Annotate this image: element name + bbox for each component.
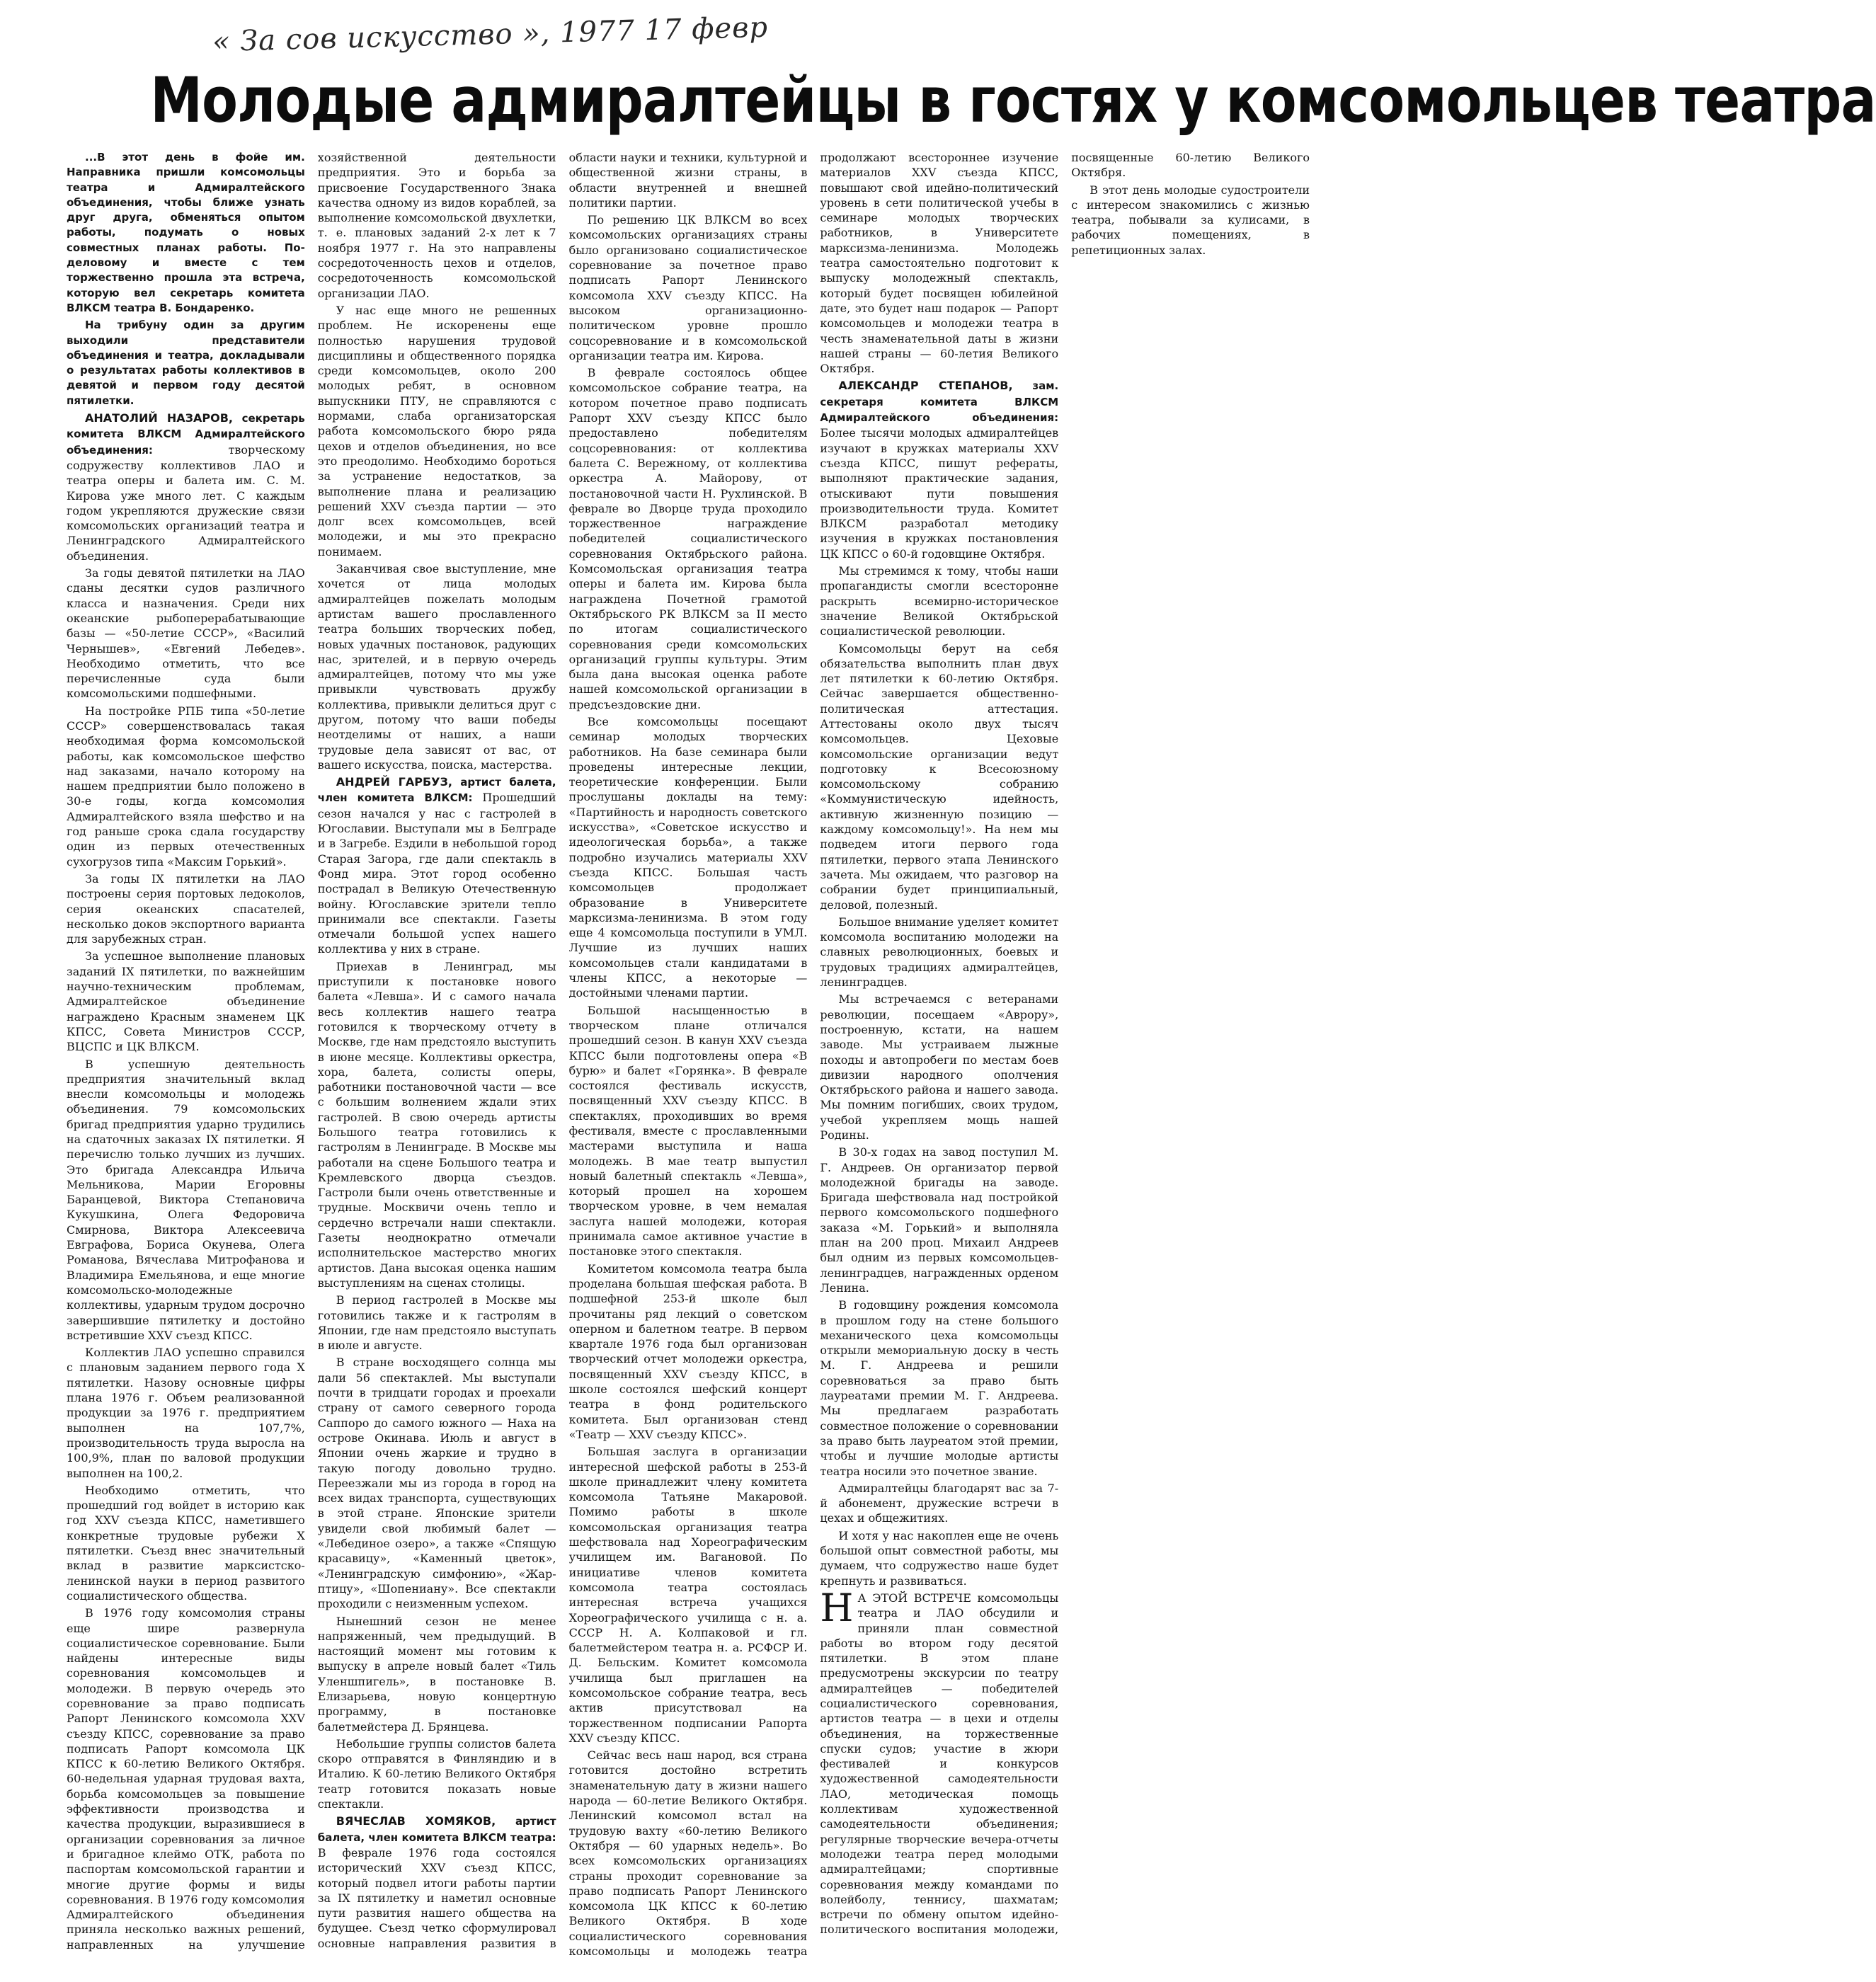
paragraph: В 1976 году комсомолия страны еще шире развернула социалистическое соревнование. Были найдены интересные виды соревнования комсомольцев и молодежи. В первую очередь это соревнование за право подписать Рапорт Ленинского комсомола XXV съезду КПСС, соревнование за право подписать Рапорт комсомола ЦК КПСС к 60-летию Великого Октября. 60-недельная ударная трудовая вахта, борьба комсомольцев за повышение эффективности производства и качества продукции, выразившиеся в организации соревнования за личное и бригадное клеймо ОТК, работа по паспортам комсомольской гарантии и многие другие формы и виды соревнования. В 1976 году комсомолия Адмиралтейского объединения приняла несколько важных решений, направленных на улучшение хозяйственной деятельности предприятия. Это и борьба за присвоение Государственного Знака качества одному из видов кораблей, за выполнение комсомольской двухлетки, т. е. плановых заданий 2-х лет к 7 ноября 1977 г. На это направлены сосредоточенность цехов и отделов, сосредоточенность комсомольской организации ЛАО. <box>67 151 556 1952</box>
paragraph: В годовщину рождения комсомола в прошлом году на стене большого механического цеха комсомольцы открыли мемориальную доску в честь М. Г. Андреева и решили соревноваться за право быть лауреатами премии М. Г. Андреева. Мы предлагаем разработать совместное положение о соревновании за право быть лауреатом этой премии, чтобы и лучшие молодые артисты театра носили это почетное звание. <box>820 1298 1059 1478</box>
paragraph: В этот день молодые судостроители с интересом знакомились с жизнью театра, побывали за кулисами, в рабочих помещениях, в репетиционных залах. <box>1071 183 1310 257</box>
paragraph: В стране восходящего солнца мы дали 56 спектаклей. Мы выступали почти в тридцати городах и проехали страну от самого северного города Саппоро до самого южного — Наха на острове Окинава. Июль и август в Японии очень жаркие и трудно в такую погоду довольно трудно. Переезжали мы из города в город на всех видах транспорта, существующих в этой стране. Японские зрители увидели свой любимый балет — «Лебединое озеро», а также «Спящую красавицу», «Каменный цветок», «Ленинградскую симфонию», «Жар-птицу», «Шопениану». Все спектакли проходили с неизменным успехом. <box>317 1356 556 1611</box>
speaker-intro-garbuz <box>318 774 556 957</box>
paragraph: творческому содружеству коллективов ЛАО и театра оперы и балета им. С. М. Кирова уже много лет. С каждым годом укрепляются дружеские связи комсомольских организаций театра и Ленинградского Адмиралтейского объединения. <box>67 442 305 563</box>
paragraph: На постройке РПБ типа «50-летие СССР» совершенствовалась такая необходимая форма комсомольской работы, как комсомольское шефство над заказами, начало которому на нашем предприятии было положено в 30-е годы, когда комсомолия Адмиралтейского взяла шефство и на год раньше срока сдала государству один из первых отечественных сухогрузов типа «Максим Горький». <box>67 704 305 869</box>
speaker-role: артист балета, член комитета ВЛКСМ театра: <box>317 1815 556 1844</box>
speaker-name: ВЯЧЕСЛАВ ХОМЯКОВ, <box>336 1814 496 1828</box>
speaker-role: артист балета, член комитета ВЛКСМ: <box>317 776 556 805</box>
speaker-role: секретарь комитета ВЛКСМ Адмиралтейского объединения: <box>67 412 305 457</box>
paragraph: По решению ЦК ВЛКСМ во всех комсомольских организациях страны было организовано социалистическое соревнование за почетное право подписать Рапорт Ленинского комсомола XXV съезду КПСС. На высоком организационно-политическом уровне прошло соцсоревнование и в комсомольской организации театра им. Кирова. <box>568 213 808 362</box>
paragraph: И хотя у нас накоплен еще не очень большой опыт совместной работы, мы думаем, что содружество наше будет крепнуть и развиваться. <box>820 1528 1059 1588</box>
paragraph: За годы IX пятилетки на ЛАО построены серия портовых ледоколов, серия океанских спасателей, несколько доков экспортного варианта для зарубежных стран. <box>67 871 305 946</box>
paragraph: Большое внимание уделяет комитет комсомола воспитанию молодежи на славных революционных, боевых и трудовых традициях адмиралтейцев, ленинградцев. <box>820 915 1059 990</box>
speaker-name: АНДРЕЙ ГАРБУЗ, <box>336 775 452 789</box>
paragraph: Все комсомольцы посещают семинар молодых творческих работников. На базе семинара были проведены интересные лекции, теоретические конференции. Были прослушаны доклады на тему: «Партийность и народность советского искусства», «Советское искусство и идеологическая борьба», а также подробно изучались материалы XXV съезда КПСС. Большая часть комсомольцев продолжает образование в Университете марксизма-ленинизма. В этом году еще 4 комсомольца поступили в УМЛ. Лучшие из лучших наших комсомольцев стали кандидатами в члены КПСС, а некоторые — достойными членами партии. <box>568 714 808 1000</box>
speaker-role: зам. секретаря комитета ВЛКСМ Адмиралтейского объединения: <box>820 379 1059 425</box>
article-body <box>67 150 1310 1962</box>
paragraph: Заканчивая свое выступление, мне хочется от лица молодых адмиралтейцев пожелать молодым артистам вашего прославленного театра больших творческих побед, новых удачных постановок, радующих нас, зрителей, и в первую очередь адмиралтейцев, потому что мы уже привыкли чувствовать дружбу коллектива, привыкли делиться друг с другом, потому что ваши победы неотделимы от наших, а наши трудовые дела зависят от вас, от вашего искусства, поиска, мастерства. <box>317 562 556 772</box>
paragraph: Мы встречаемся с ветеранами революции, посещаем «Аврору», построенную, кстати, на нашем заводе. Мы устраиваем лыжные походы и автопробеги по местам боев дивизии народного ополчения Октябрьского района и нашего завода. Мы помним погибших, своих трудом, учебой укрепляем мощь нашей Родины. <box>820 992 1059 1142</box>
paragraph: За успешное выполнение плановых заданий IX пятилетки, по важнейшим научно-техническим проблемам, Адмиралтейское объединение награждено Красным знаменем ЦК КПСС, Совета Министров СССР, ВЦСПС и ЦК ВЛКСМ. <box>67 949 305 1054</box>
paragraph: У нас еще много не решенных проблем. Не искоренены еще полностью нарушения трудовой дисциплины и общественного порядка среди комсомольцев, около 200 молодых ребят, в основном выпускники ПТУ, не справляются с нормами, слаба организаторская работа комсомольского бюро ряда цехов и отделов объединения, но все это преодолимо. Необходимо бороться за устранение недостатков, за выполнение плана и реализацию решений XXV съезда партии — это долг всех комсомольцев, всей молодежи, и мы это прекрасно понимаем. <box>317 303 556 558</box>
paragraph: В феврале 1976 года состоялся исторический XXV съезд КПСС, который подвел итоги работы партии за IX пятилетку и наметил основные пути развития нашего общества на будущее. Съезд четко сформулировал основные направления развития в области науки и техники, культурной и общественной жизни страны, в области внутренней и внешней политики партии. <box>317 151 808 1950</box>
lead-paragraph: ...В этот день в фойе им. Направника пришли комсомольцы театра и Адмиралтейского объединения, чтобы ближе узнать друг друга, обменяться опытом работы, подумать о новых совместных планах работы. По-деловому и вместе с тем торжественно прошла эта встреча, которую вел секретарь комитета ВЛКСМ театра В. Бондаренко. <box>67 151 305 314</box>
drop-cap: Н <box>820 1585 854 1630</box>
paragraph: Небольшие группы солистов балета скоро отправятся в Финляндию и в Италию. К 60-летию Великого Октября театр готовится показать новые спектакли. <box>317 1736 556 1811</box>
paragraph: Необходимо отметить, что прошедший год войдет в историю как год XXV съезда КПСС, наметившего конкретные трудовые рубежи X пятилетки. Съезд внес значительный вклад в развитие марксистско-ленинской науки в период развитого социалистического общества. <box>67 1483 305 1603</box>
paragraph: Сейчас весь наш народ, вся страна готовится достойно встретить знаменательную дату в жизни нашего народа — 60-летие Великого Октября. Ленинский комсомол встал на трудовую вахту «60-летию Великого Октября — 60 ударных недель». Во всех комсомольских организациях страны проходит соревнование за право подписать Рапорт Ленинского комсомола ЦК КПСС к 60-летию Великого Октября. В ходе социалистического соревнования комсомольцы и молодежь театра продолжают всестороннее изучение материалов XXV съезда КПСС, повышают свой идейно-политический уровень в сети политической учебы в семинаре молодых творческих работников, в Университете марксизма-ленинизма. Молодежь театра самостоятельно подготовит к выпуску молодежный спектакль, который будет посвящен юбилейной дате, это будет наш подарок — Рапорт комсомольцев и молодежи театра в честь знаменательной даты в жизни нашей страны — 60-летия Великого Октября. <box>568 151 1059 1959</box>
paragraph: Адмиралтейцы благодарят вас за 7-й абонемент, дружеские встречи в цехах и общежитиях. <box>820 1481 1059 1525</box>
closing-paragraph: Н А ЭТОЙ ВСТРЕЧЕ комсомольцы театра и ЛАО обсудили и приняли план совместной работы во втором году десятой пятилетки. В этом плане предусмотрены экскурсии по театру адмиралтейцев — победителей социалистического соревнования, артистов театра — в цехи и отделы объединения, на торжественные спуски судов; участие в жюри фестивалей и конкурсов художественной самодеятельности ЛАО, методическая помощь коллективам художественной самодеятельности объединения; регулярные творческие вечера-отчеты молодежи театра перед молодыми адмиралтейцами; спортивные соревнования между командами по волейболу, теннису, шахматам; встречи по обмену опытом идейно-политического воспитания молодежи, посвященные 60-летию Великого Октября. <box>820 151 1310 1937</box>
lead-paragraph-2: На трибуну один за другим выходили представители объединения и театра, докладывали о результатах работы коллективов в девятой и первом году десятой пятилетки. <box>67 319 305 407</box>
headline: Молодые адмиралтейцы в гостях у комсомольцев театра <box>150 64 1876 137</box>
paragraph: Комитетом комсомола театра была проделана большая шефская работа. В подшефной 253-й школе был прочитаны ряд лекций о советском оперном и балетном театре. В первом квартале 1976 года был организован творческий отчет молодежи оркестра, посвященный XXV съезду КПСС, в школе состоялся шефский концерт театра в фонд родительского комитета. Был организован стенд «Театр — XXV съезду КПСС». <box>568 1261 808 1441</box>
speaker-intro-nazarov <box>67 411 305 563</box>
paragraph: Приехав в Ленинград, мы приступили к постановке нового балета «Левша». И с самого начала весь коллектив нашего театра готовился к творческому отчету в Москве, где нам предстояло выступить в июне месяце. Коллективы оркестра, хора, балета, солисты оперы, работники постановочной части — все с большим волнением ждали этих гастролей. В свою очередь артисты Большого театра готовились к гастролям в Ленинграде. В Москве мы работали на сцене Большого театра и Кремлевского дворца съездов. Гастроли были очень ответственные и трудные. Москвичи очень тепло и сердечно встречали наши спектакли. Газеты неоднократно отмечали исполнительское мастерство многих артистов. Дана высокая оценка нашим выступлениям на сценах столицы. <box>317 959 556 1290</box>
speaker-name: АНАТОЛИЙ НАЗАРОВ, <box>85 411 233 425</box>
speaker-name: АЛЕКСАНДР СТЕПАНОВ, <box>838 379 1013 393</box>
paragraph: Комсомольцы берут на себя обязательства выполнить план двух лет пятилетки к 60-летию Октября. Сейчас завершается общественно-политическая аттестация. Аттестованы около двух тысяч комсомольцев. Цеховые комсомольские организации ведут подготовку к Всесоюзному комсомольскому собранию «Коммунистическую идейность, активную жизненную позицию — каждому комсомольцу!». На нем мы подведем итоги первого года пятилетки, первого этапа Ленинского зачета. Мы ожидаем, что разговор на собрании будет принципиальный, деловой, полезный. <box>820 641 1059 912</box>
paragraph: В 30-х годах на завод поступил М. Г. Андреев. Он организатор первой молодежной бригады на заводе. Бригада шефствовала над постройкой первого комсомольского подшефного заказа «М. Горький» и выполняла план на 200 проц. Михаил Андреев был одним из первых комсомольцев-ленинградцев, награжденных орденом Ленина. <box>820 1145 1059 1295</box>
paragraph: В период гастролей в Москве мы готовились также и к гастролям в Японии, где нам предстояло выступать в июле и августе. <box>317 1293 556 1353</box>
handwritten-source-note: « За сов искусство », 1977 17 февр <box>212 11 769 59</box>
paragraph: Большая заслуга в организации интересной шефской работы в 253-й школе принадлежит члену комитета комсомола Татьяне Макаровой. Помимо работы в школе комсомольская организация театра шефствовала над Хореографическим училищем им. Вагановой. По инициативе членов комитета комсомола театра состоялась интересная встреча учащихся Хореографического училища с н. а. СССР Н. А. Колпаковой и гл. балетмейстером театра н. а. РСФСР И. Д. Бельским. Комитет комсомола училища был приглашен на комсомольское собрание театра, весь актив присутствовал на торжественном подписании Рапорта XXV съезду КПСС. <box>568 1445 808 1745</box>
paragraph: Более тысячи молодых адмиралтейцев изучают в кружках материалы XXV съезда КПСС, пишут рефераты, выполняют практические задания, отыскивают пути повышения производительности труда. Комитет ВЛКСМ разработал методику изучения в кружках постановления ЦК КПСС о 60-й годовщине Октября. <box>820 426 1059 561</box>
paragraph: Нынешний сезон не менее напряженный, чем предыдущий. В настоящий момент мы готовим к выпуску в апреле новый балет «Тиль Уленшпигель», в постановке В. Елизарьева, новую концертную программу, в постановке балетмейстера Д. Брянцева. <box>317 1614 556 1734</box>
paragraph: За годы девятой пятилетки на ЛАО сданы десятки судов различного класса и назначения. Среди них океанские рыбоперерабатывающие базы — «50-летие СССР», «Василий Чернышев», «Евгений Лебедев». Необходимо отметить, что все перечисленные суда были комсомольскими подшефными. <box>67 566 305 701</box>
paragraph: Коллектив ЛАО успешно справился с плановым заданием первого года X пятилетки. Назову основные цифры плана 1976 г. Объем реализованной продукции за 1976 г. предприятием выполнен на 107,7%, производительность труда выросла на 100,9%, план по валовой продукции выполнен на 100,2. <box>67 1346 305 1480</box>
paragraph: В феврале состоялось общее комсомольское собрание театра, на котором почетное право подписать Рапорт XXV съезду КПСС было предоставлено победителям соцсоревнования: от коллектива балета С. Вережному, от коллектива оркестра А. Майорову, от постановочной части Н. Рухлинской. В феврале во Дворце труда проходило торжественное награждение победителей социалистического соревнования Октябрьского района. Комсомольская организация театра оперы и балета им. Кирова была награждена Почетной грамотой Октябрьского РК ВЛКСМ за II место по итогам социалистического соревнования среди комсомольских организаций группы культуры. Этим была дана высокая оценка работе нашей комсомольской организации в предсъездовские дни. <box>568 366 808 711</box>
paragraph: Большой насыщенностью в творческом плане отличался прошедший сезон. В канун XXV съезда КПСС были подготовлены опера «В бурю» и балет «Горянка». В феврале состоялся фестиваль искусств, посвященный XXV съезду КПСС. В спектаклях, проходивших во время фестиваля, вместе с прославленными мастерами выступила и наша молодежь. В мае театр выпустил новый балетный спектакль «Левша», который прошел на хорошем творческом уровне, в чем немалая заслуга нашей молодежи, которая принимала самое активное участие в постановке этого спектакля. <box>568 1003 808 1259</box>
paragraph: Прошедший сезон начался у нас с гастролей в Югославии. Выступали мы в Белграде и в Загребе. Ездили в небольшой город Старая Загора, где дали спектакль в Фонд мира. Этот город особенно пострадал в Великую Отечественную войну. Югославские зрители тепло принимали все спектакли. Газеты отмечали большой успех нашего коллектива у них в стране. <box>317 791 556 956</box>
paragraph: Мы стремимся к тому, чтобы наши пропагандисты смогли всесторонне раскрыть всемирно-историческое значение Великой Октябрьской социалистической революции. <box>820 564 1059 638</box>
speaker-intro-stepanov <box>820 378 1058 561</box>
paragraph: В успешную деятельность предприятия значительный вклад внесли комсомольцы и молодежь объединения. 79 комсомольских бригад предприятия ударно трудились на сдаточных заказах IX пятилетки. Я перечислю только лучших из лучших. Это бригада Александра Ильича Мельникова, Марии Егоровны Баранцевой, Виктора Степановича Кукушкина, Олега Федоровича Смирнова, Виктора Алексеевича Евграфова, Бориса Окунева, Олега Романова, Вячеслава Митрофанова и Владимира Емельянова, и еще многие комсомольско-молодежные коллективы, ударным трудом досрочно завершившие пятилетку и достойно встретившие XXV съезд КПСС. <box>67 1057 305 1342</box>
